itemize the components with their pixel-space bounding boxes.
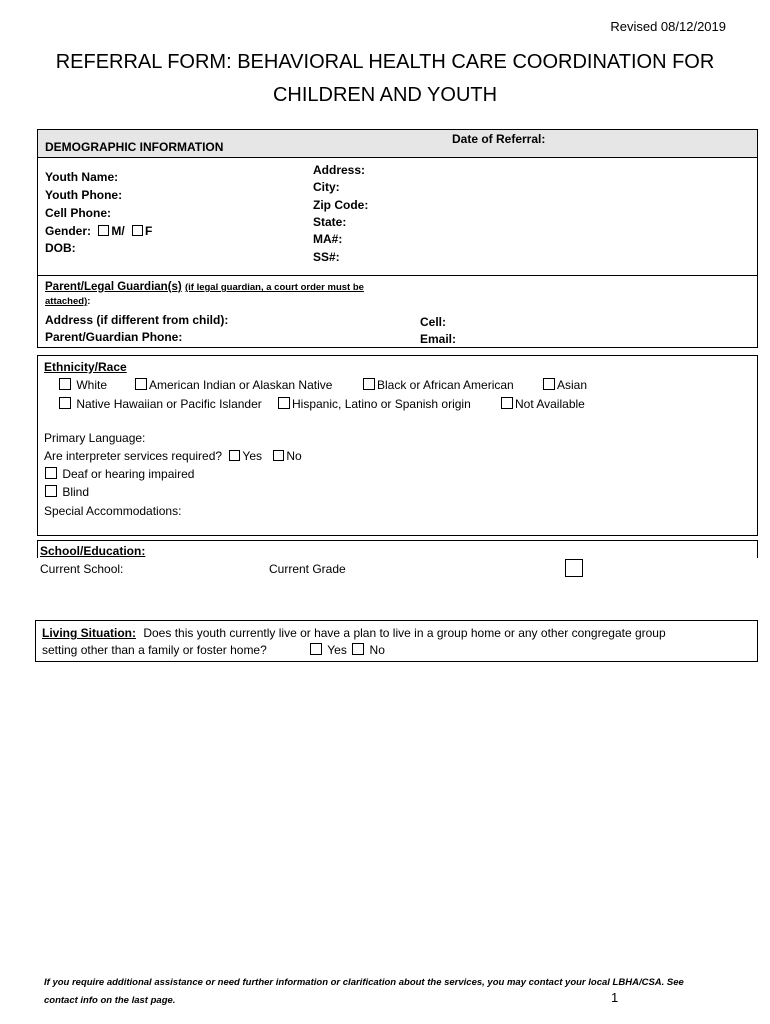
blind-checkbox[interactable] — [45, 485, 57, 497]
option-not-available[interactable] — [501, 397, 585, 411]
blind-label: Blind — [62, 485, 90, 499]
black-label: Black or African American — [377, 378, 514, 392]
youth-name-field[interactable]: Youth Name: — [45, 170, 119, 184]
living-yes-label: Yes — [327, 643, 347, 657]
gender-field — [45, 224, 152, 238]
interpreter-row — [44, 449, 302, 463]
blind-option[interactable] — [45, 485, 89, 499]
option-american-indian[interactable] — [135, 378, 332, 392]
guardian-phone-field[interactable]: Parent/Guardian Phone: — [45, 330, 183, 344]
deaf-checkbox[interactable] — [45, 467, 57, 479]
native-hawaiian-checkbox[interactable] — [59, 397, 71, 409]
guardian-title: Parent/Legal Guardian(s) — [45, 281, 182, 293]
interpreter-no-label: No — [286, 449, 302, 463]
option-asian[interactable] — [543, 378, 587, 392]
native-hawaiian-label: Native Hawaiian or Pacific Islander — [76, 397, 262, 411]
page-number: 1 — [611, 990, 619, 1005]
demographic-header: DEMOGRAPHIC INFORMATION — [45, 140, 224, 154]
city-field[interactable]: City: — [313, 180, 340, 194]
interpreter-no-checkbox[interactable] — [273, 450, 284, 461]
demographic-box — [37, 157, 758, 276]
deaf-option[interactable] — [45, 467, 194, 481]
ss-number-field[interactable]: SS#: — [313, 250, 340, 264]
footer-line-1: If you require additional assistance or need further information or clarification about the services, you may contact your local LBHA/CSA. See — [44, 977, 684, 988]
option-white[interactable] — [59, 378, 107, 392]
guardian-email-field[interactable]: Email: — [420, 332, 457, 346]
interpreter-yes-checkbox[interactable] — [229, 450, 240, 461]
american-indian-label: American Indian or Alaskan Native — [149, 378, 333, 392]
state-field[interactable]: State: — [313, 215, 347, 229]
gender-m-checkbox[interactable] — [98, 225, 109, 236]
footer-note — [44, 974, 724, 1010]
black-checkbox[interactable] — [363, 378, 375, 390]
guardian-note-cont — [45, 296, 90, 307]
address-field[interactable]: Address: — [313, 163, 366, 177]
gender-f-label: F — [145, 224, 153, 238]
hispanic-label: Hispanic, Latino or Spanish origin — [292, 397, 471, 411]
school-left-border — [37, 540, 38, 558]
option-hispanic[interactable] — [278, 397, 471, 411]
school-top-border — [37, 540, 758, 541]
primary-language-field[interactable]: Primary Language: — [44, 431, 146, 445]
white-checkbox[interactable] — [59, 378, 71, 390]
living-question-line1: Does this youth currently live or have a plan to live in a group home or any other congregate group — [143, 626, 666, 640]
living-question-line2: setting other than a family or foster home? — [42, 643, 267, 657]
guardian-note: (if legal guardian, a court order must be — [184, 282, 364, 293]
living-question-row1 — [42, 626, 666, 640]
dob-field[interactable]: DOB: — [45, 241, 76, 255]
date-of-referral-label: Date of Referral: — [452, 132, 546, 146]
hispanic-checkbox[interactable] — [278, 397, 290, 409]
option-native-hawaiian[interactable] — [59, 397, 262, 411]
revised-date: Revised 08/12/2019 — [610, 19, 726, 34]
living-no-checkbox[interactable] — [352, 643, 364, 655]
deaf-label: Deaf or hearing impaired — [62, 467, 195, 481]
footer-line-2: contact info on the last page. — [44, 995, 176, 1006]
option-black[interactable] — [363, 378, 514, 392]
special-accommodations-field[interactable]: Special Accommodations: — [44, 504, 182, 518]
living-yes-checkbox[interactable] — [310, 643, 322, 655]
zip-code-field[interactable]: Zip Code: — [313, 198, 369, 212]
gender-label: Gender: — [45, 224, 92, 238]
living-title: Living Situation: — [42, 626, 136, 640]
title-line-1: REFERRAL FORM: BEHAVIORAL HEALTH CARE COORDINATION FOR — [55, 51, 715, 73]
not-available-checkbox[interactable] — [501, 397, 513, 409]
asian-checkbox[interactable] — [543, 378, 555, 390]
school-right-border — [757, 540, 758, 558]
white-label: White — [76, 378, 108, 392]
grade-checkbox[interactable] — [565, 559, 583, 577]
interpreter-yes-label: Yes — [242, 449, 262, 463]
living-no-label: No — [369, 643, 385, 657]
not-available-label: Not Available — [515, 397, 585, 411]
guardian-address-field[interactable]: Address (if different from child): — [45, 313, 229, 327]
gender-m-label: M/ — [111, 224, 125, 238]
school-title: School/Education: — [40, 544, 146, 558]
living-question-row2 — [42, 643, 385, 657]
current-grade-field[interactable]: Current Grade — [269, 562, 346, 576]
interpreter-question: Are interpreter services required? — [44, 449, 223, 463]
youth-phone-field[interactable]: Youth Phone: — [45, 188, 123, 202]
ma-number-field[interactable]: MA#: — [313, 232, 343, 246]
guardian-note-colon: : — [87, 296, 91, 307]
ethnicity-title: Ethnicity/Race — [44, 360, 127, 374]
asian-label: Asian — [557, 378, 588, 392]
title-line-2: CHILDREN AND YOUTH — [272, 84, 498, 106]
form-title — [0, 46, 770, 112]
guardian-cell-field[interactable]: Cell: — [420, 315, 447, 329]
guardian-title-row — [45, 281, 364, 293]
american-indian-checkbox[interactable] — [135, 378, 147, 390]
guardian-note-attached: attached) — [45, 296, 88, 307]
current-school-field[interactable]: Current School: — [40, 562, 124, 576]
gender-f-checkbox[interactable] — [132, 225, 143, 236]
cell-phone-field[interactable]: Cell Phone: — [45, 206, 112, 220]
